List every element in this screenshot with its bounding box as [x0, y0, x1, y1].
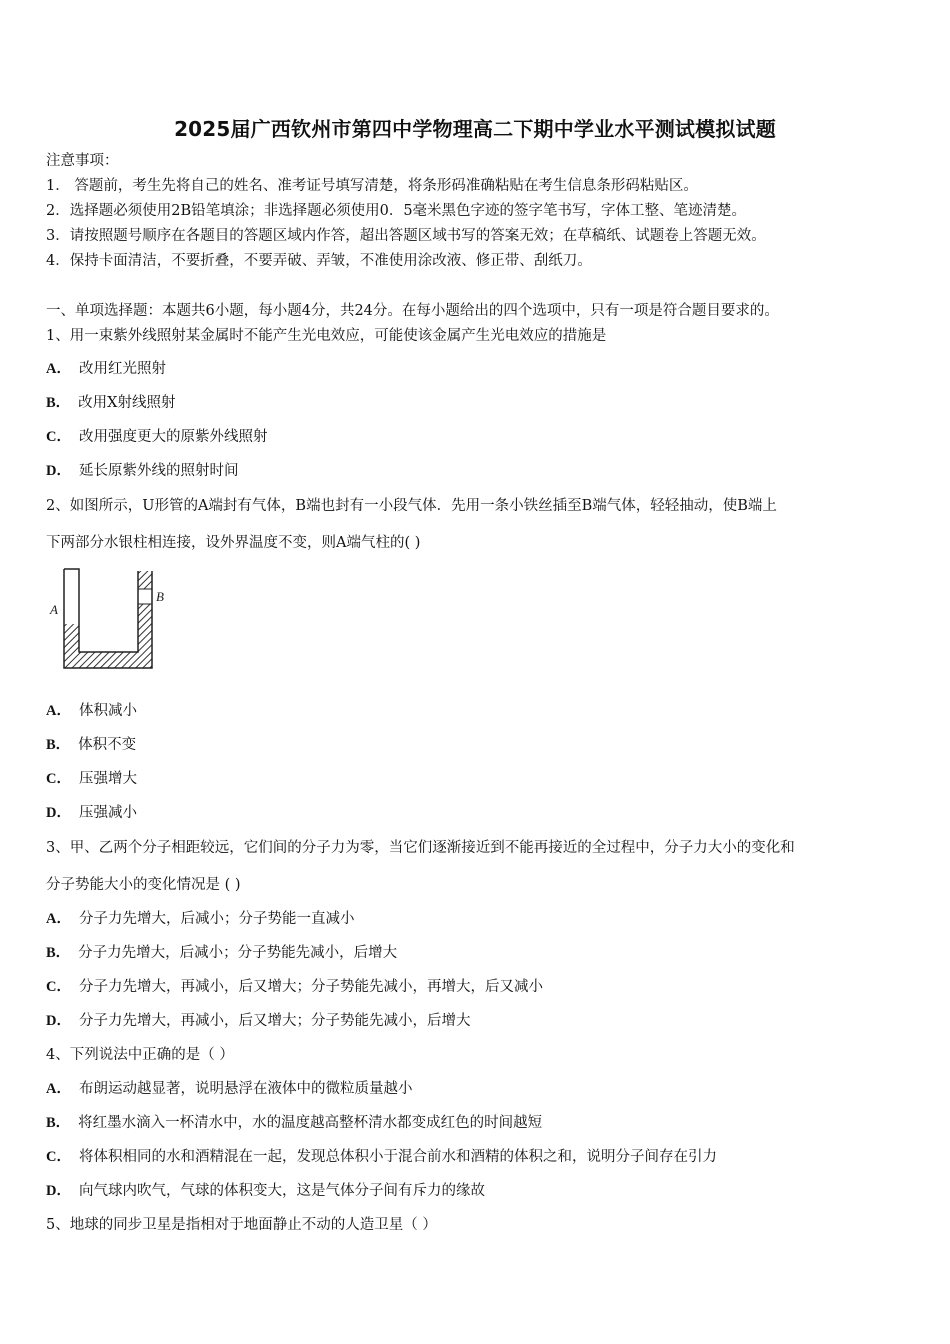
question-1-option-a — [46, 359, 166, 379]
question-4-option-c — [46, 1147, 717, 1167]
question-2-option-d — [46, 803, 137, 823]
option-letter: C． — [46, 429, 71, 445]
option-letter: A． — [46, 703, 71, 719]
option-letter: B． — [46, 395, 71, 411]
question-5-stem: 5、地球的同步卫星是指相对于地面静止不动的人造卫星（ ） — [46, 1217, 437, 1233]
option-letter: C． — [46, 1149, 71, 1165]
option-letter: A． — [46, 1081, 71, 1097]
option-letter: D． — [46, 463, 71, 479]
option-text: 将红墨水滴入一杯清水中，水的温度越高整杯清水都变成红色的时间越短 — [78, 1115, 543, 1131]
option-text: 改用红光照射 — [78, 361, 166, 377]
label-a: A — [50, 602, 58, 617]
u-tube-figure — [46, 566, 166, 672]
option-letter: B． — [46, 1115, 71, 1131]
question-1-option-d — [46, 461, 238, 481]
option-text: 分子力先增大，后减小；分子势能一直减小 — [78, 911, 355, 927]
notice-item-3: 3．请按照题号顺序在各题目的答题区域内作答，超出答题区域书写的答案无效；在草稿纸、试题卷上答题无效。 — [46, 228, 766, 244]
option-letter: B． — [46, 945, 71, 961]
question-4-stem: 4、下列说法中正确的是（ ） — [46, 1047, 234, 1063]
question-2-stem-line-2: 下两部分水银柱相连接，设外界温度不变，则A端气柱的( ) — [46, 535, 421, 551]
option-text: 布朗运动越显著，说明悬浮在液体中的微粒质量越小 — [78, 1081, 413, 1097]
mercury-upper-b — [138, 571, 152, 589]
option-text: 分子力先增大，后减小；分子势能先减小，后增大 — [78, 945, 398, 961]
option-text: 将体积相同的水和酒精混在一起，发现总体积小于混合前水和酒精的体积之和，说明分子间存在引力 — [78, 1149, 717, 1165]
option-text: 延长原紫外线的照射时间 — [78, 463, 239, 479]
option-letter: C． — [46, 771, 71, 787]
notice-item-4: 4．保持卡面清洁，不要折叠，不要弄破、弄皱，不准使用涂改液、修正带、刮纸刀。 — [46, 253, 592, 269]
notice-item-1: 1． 答题前，考生先将自己的姓名、准考证号填写清楚，将条形码准确粘贴在考生信息条形码粘贴区。 — [46, 178, 698, 194]
label-b: B — [156, 589, 164, 604]
option-letter: D． — [46, 805, 71, 821]
option-letter: D． — [46, 1183, 71, 1199]
option-text: 体积减小 — [78, 703, 137, 719]
question-3-stem-line-1: 3、甲、乙两个分子相距较远，它们间的分子力为零，当它们逐渐接近到不能再接近的全过程中，分子力大小的变化和 — [46, 840, 795, 856]
option-letter: A． — [46, 361, 71, 377]
option-text: 改用X射线照射 — [78, 395, 176, 411]
option-text: 分子力先增大，再减小，后又增大；分子势能先减小，再增大，后又减小 — [78, 979, 543, 995]
option-text: 分子力先增大，再减小，后又增大；分子势能先减小，后增大 — [78, 1013, 471, 1029]
question-1-option-b — [46, 393, 176, 413]
question-2-option-b — [46, 735, 136, 755]
question-4-option-d — [46, 1181, 485, 1201]
mercury-column — [64, 604, 152, 668]
option-text: 压强减小 — [78, 805, 137, 821]
question-3-option-b — [46, 943, 397, 963]
option-text: 向气球内吹气，气球的体积变大，这是气体分子间有斥力的缘故 — [78, 1183, 485, 1199]
question-3-option-d — [46, 1011, 470, 1031]
question-2-option-c — [46, 769, 137, 789]
question-3-option-c — [46, 977, 543, 997]
option-letter: D． — [46, 1013, 71, 1029]
page-title: 2025届广西钦州市第四中学物理高二下期中学业水平测试模拟试题 — [174, 117, 776, 141]
question-1-stem: 1、用一束紫外线照射某金属时不能产生光电效应，可能使该金属产生光电效应的措施是 — [46, 328, 607, 344]
question-2-stem-line-1: 2、如图所示，U形管的A端封有气体，B端也封有一小段气体．先用一条小铁丝插至B端气体，轻轻抽动，使B端上 — [46, 498, 777, 514]
question-4-option-a — [46, 1079, 412, 1099]
question-3-stem-line-2: 分子势能大小的变化情况是 ( ) — [46, 877, 241, 893]
option-letter: A． — [46, 911, 71, 927]
section-heading: 一、单项选择题：本题共6小题，每小题4分，共24分。在每小题给出的四个选项中，只有一项是符合题目要求的。 — [46, 303, 779, 319]
question-3-option-a — [46, 909, 354, 929]
option-text: 改用强度更大的原紫外线照射 — [78, 429, 268, 445]
notice-heading: 注意事项： — [46, 153, 119, 169]
option-letter: C． — [46, 979, 71, 995]
question-4-option-b — [46, 1113, 542, 1133]
option-letter: B． — [46, 737, 71, 753]
notice-item-2: 2．选择题必须使用2B铅笔填涂；非选择题必须使用0．5毫米黑色字迹的签字笔书写，字体工整、笔迹清楚。 — [46, 203, 747, 219]
option-text: 压强增大 — [78, 771, 137, 787]
question-2-option-a — [46, 701, 137, 721]
option-text: 体积不变 — [78, 737, 137, 753]
u-tube-diagram — [46, 566, 166, 672]
question-1-option-c — [46, 427, 267, 447]
